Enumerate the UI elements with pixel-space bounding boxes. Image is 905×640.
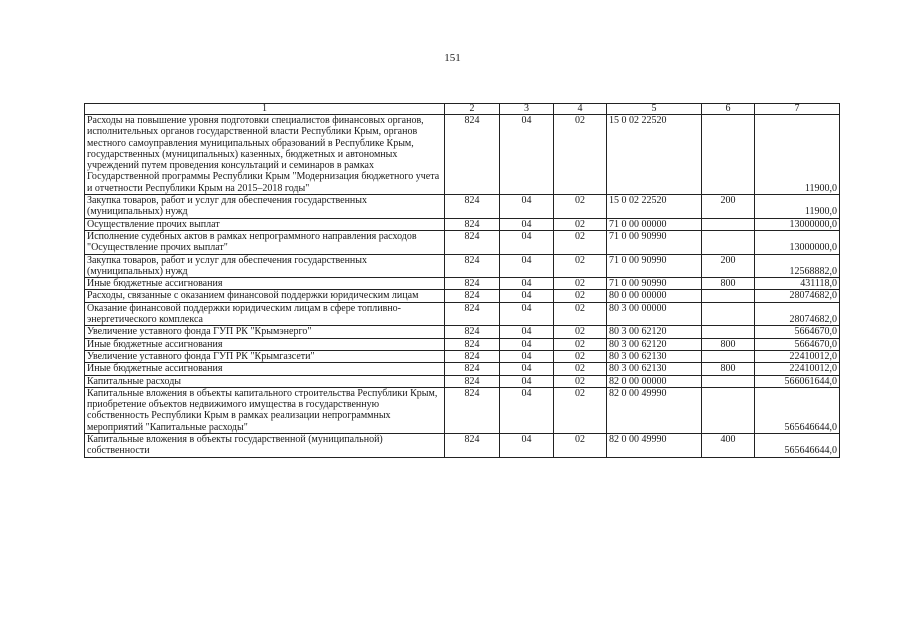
code-glrbs: 824 xyxy=(445,195,500,219)
amount-value: 13000000,0 xyxy=(755,230,840,254)
code-expense-type xyxy=(702,375,755,387)
code-expense-type: 800 xyxy=(702,278,755,290)
code-glrbs: 824 xyxy=(445,350,500,362)
page-number: 151 xyxy=(444,52,461,64)
column-header: 3 xyxy=(500,104,554,115)
code-section: 04 xyxy=(500,434,554,458)
code-target-article: 80 3 00 62130 xyxy=(607,363,702,375)
row-description: Расходы, связанные с оказанием финансовой поддержки юридическим лицам xyxy=(85,290,445,302)
code-target-article: 80 3 00 62130 xyxy=(607,350,702,362)
row-description: Капитальные вложения в объекты государственной (муниципальной) собственности xyxy=(85,434,445,458)
code-target-article: 82 0 00 49990 xyxy=(607,387,702,433)
code-section: 04 xyxy=(500,195,554,219)
code-expense-type xyxy=(702,302,755,326)
amount-value: 565646644,0 xyxy=(755,387,840,433)
amount-value: 11900,0 xyxy=(755,115,840,195)
column-header: 5 xyxy=(607,104,702,115)
code-glrbs: 824 xyxy=(445,218,500,230)
code-target-article: 71 0 00 00000 xyxy=(607,218,702,230)
code-target-article: 82 0 00 00000 xyxy=(607,375,702,387)
row-description: Оказание финансовой поддержки юридическим лицам в сфере топливно-энергетического комплекса xyxy=(85,302,445,326)
code-subsection: 02 xyxy=(554,350,607,362)
row-description: Капитальные расходы xyxy=(85,375,445,387)
code-glrbs: 824 xyxy=(445,278,500,290)
table-row xyxy=(85,302,840,326)
code-subsection: 02 xyxy=(554,278,607,290)
code-glrbs: 824 xyxy=(445,326,500,338)
code-subsection: 02 xyxy=(554,375,607,387)
code-subsection: 02 xyxy=(554,387,607,433)
code-target-article: 71 0 00 90990 xyxy=(607,230,702,254)
code-glrbs: 824 xyxy=(445,363,500,375)
code-expense-type xyxy=(702,115,755,195)
code-section: 04 xyxy=(500,363,554,375)
code-target-article: 80 3 00 00000 xyxy=(607,302,702,326)
row-description: Осуществление прочих выплат xyxy=(85,218,445,230)
amount-value: 11900,0 xyxy=(755,195,840,219)
table-row xyxy=(85,218,840,230)
code-section: 04 xyxy=(500,230,554,254)
code-glrbs: 824 xyxy=(445,387,500,433)
amount-value: 28074682,0 xyxy=(755,302,840,326)
row-description: Закупка товаров, работ и услуг для обеспечения государственных (муниципальных) нужд xyxy=(85,195,445,219)
code-section: 04 xyxy=(500,290,554,302)
budget-table xyxy=(84,103,840,458)
table-row xyxy=(85,254,840,278)
row-description: Капитальные вложения в объекты капитального строительства Республики Крым, приобретение объектов недвижимого имущества в государственную собственность Республики Крым в рамках реализации непрограммных мероприятий "Капитальные расходы" xyxy=(85,387,445,433)
code-subsection: 02 xyxy=(554,230,607,254)
table-row xyxy=(85,326,840,338)
code-expense-type xyxy=(702,290,755,302)
amount-value: 5664670,0 xyxy=(755,326,840,338)
row-description: Увеличение уставного фонда ГУП РК "Крымэнерго" xyxy=(85,326,445,338)
table-row xyxy=(85,230,840,254)
code-subsection: 02 xyxy=(554,195,607,219)
table-row xyxy=(85,387,840,433)
code-section: 04 xyxy=(500,302,554,326)
code-expense-type xyxy=(702,230,755,254)
amount-value: 12568882,0 xyxy=(755,254,840,278)
column-header: 7 xyxy=(755,104,840,115)
code-subsection: 02 xyxy=(554,218,607,230)
code-expense-type: 400 xyxy=(702,434,755,458)
code-section: 04 xyxy=(500,375,554,387)
table-row xyxy=(85,195,840,219)
amount-value: 22410012,0 xyxy=(755,363,840,375)
code-target-article: 15 0 02 22520 xyxy=(607,115,702,195)
code-subsection: 02 xyxy=(554,254,607,278)
code-subsection: 02 xyxy=(554,338,607,350)
amount-value: 565646644,0 xyxy=(755,434,840,458)
row-description: Иные бюджетные ассигнования xyxy=(85,363,445,375)
row-description: Иные бюджетные ассигнования xyxy=(85,278,445,290)
code-section: 04 xyxy=(500,338,554,350)
code-target-article: 80 3 00 62120 xyxy=(607,326,702,338)
code-expense-type: 800 xyxy=(702,363,755,375)
row-description: Увеличение уставного фонда ГУП РК "Крымгазсети" xyxy=(85,350,445,362)
code-target-article: 80 3 00 62120 xyxy=(607,338,702,350)
code-section: 04 xyxy=(500,326,554,338)
code-glrbs: 824 xyxy=(445,302,500,326)
code-glrbs: 824 xyxy=(445,434,500,458)
code-glrbs: 824 xyxy=(445,230,500,254)
code-subsection: 02 xyxy=(554,326,607,338)
code-glrbs: 824 xyxy=(445,254,500,278)
row-description: Исполнение судебных актов в рамках непрограммного направления расходов "Осуществление прочих выплат" xyxy=(85,230,445,254)
table-row xyxy=(85,363,840,375)
amount-value: 22410012,0 xyxy=(755,350,840,362)
column-header: 6 xyxy=(702,104,755,115)
code-expense-type xyxy=(702,218,755,230)
amount-value: 5664670,0 xyxy=(755,338,840,350)
code-section: 04 xyxy=(500,254,554,278)
code-section: 04 xyxy=(500,278,554,290)
column-header: 1 xyxy=(85,104,445,115)
row-description: Закупка товаров, работ и услуг для обеспечения государственных (муниципальных) нужд xyxy=(85,254,445,278)
table-row xyxy=(85,278,840,290)
amount-value: 13000000,0 xyxy=(755,218,840,230)
code-subsection: 02 xyxy=(554,290,607,302)
table-header-row xyxy=(85,104,840,115)
table-row xyxy=(85,350,840,362)
code-expense-type: 800 xyxy=(702,338,755,350)
table-row xyxy=(85,290,840,302)
table-row xyxy=(85,434,840,458)
code-target-article: 71 0 00 90990 xyxy=(607,278,702,290)
code-section: 04 xyxy=(500,218,554,230)
amount-value: 566061644,0 xyxy=(755,375,840,387)
column-header: 2 xyxy=(445,104,500,115)
code-expense-type: 200 xyxy=(702,195,755,219)
code-target-article: 80 0 00 00000 xyxy=(607,290,702,302)
row-description: Иные бюджетные ассигнования xyxy=(85,338,445,350)
code-subsection: 02 xyxy=(554,302,607,326)
code-section: 04 xyxy=(500,115,554,195)
code-expense-type xyxy=(702,387,755,433)
row-description: Расходы на повышение уровня подготовки специалистов финансовых органов, исполнительных органов государственной власти Республики Крым, органов местного самоуправления муниципальных образований в Республике Крым, государственных (муниципальных) казенных, бюджетных и автономных учреждений путем проведения консультаций и семинаров в рамках Государственной программы Республики Крым "Модернизация бюджетного учета и отчетности Республики Крым на 2015–2018 годы" xyxy=(85,115,445,195)
amount-value: 431118,0 xyxy=(755,278,840,290)
code-glrbs: 824 xyxy=(445,115,500,195)
code-subsection: 02 xyxy=(554,115,607,195)
code-section: 04 xyxy=(500,387,554,433)
code-glrbs: 824 xyxy=(445,338,500,350)
amount-value: 28074682,0 xyxy=(755,290,840,302)
code-section: 04 xyxy=(500,350,554,362)
code-target-article: 15 0 02 22520 xyxy=(607,195,702,219)
code-subsection: 02 xyxy=(554,363,607,375)
table-row xyxy=(85,115,840,195)
code-target-article: 71 0 00 90990 xyxy=(607,254,702,278)
code-subsection: 02 xyxy=(554,434,607,458)
column-header: 4 xyxy=(554,104,607,115)
code-target-article: 82 0 00 49990 xyxy=(607,434,702,458)
table-row xyxy=(85,338,840,350)
table-row xyxy=(85,375,840,387)
code-glrbs: 824 xyxy=(445,375,500,387)
code-expense-type: 200 xyxy=(702,254,755,278)
code-expense-type xyxy=(702,350,755,362)
code-glrbs: 824 xyxy=(445,290,500,302)
code-expense-type xyxy=(702,326,755,338)
